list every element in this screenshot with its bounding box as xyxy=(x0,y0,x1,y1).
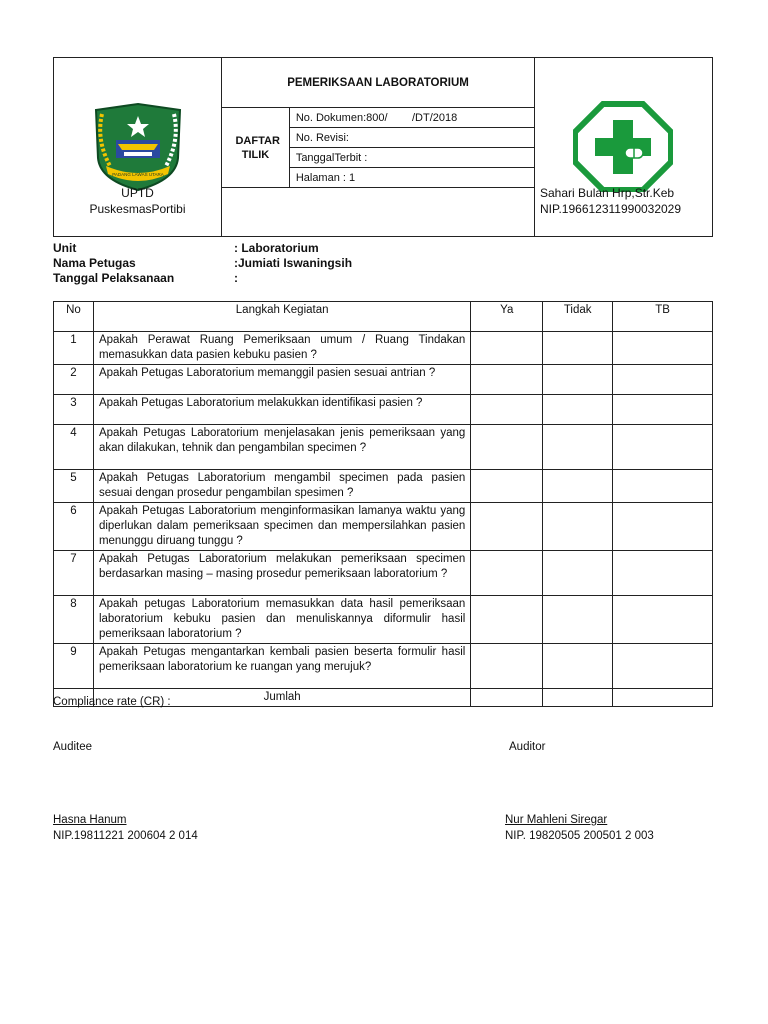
table-row: 6 Apakah Petugas Laboratorium menginformasikan lamanya waktu yang diperlukan dalam pemeriksaan specimen dan mempersilahkan pasien menunggu diruang tunggu ? xyxy=(54,503,713,551)
doc-revision: No. Revisi: xyxy=(290,128,534,148)
checklist-table xyxy=(53,301,713,707)
tidak-cell[interactable] xyxy=(543,332,613,365)
ya-cell[interactable] xyxy=(471,365,543,395)
auditor-signature xyxy=(505,812,654,844)
table-row: 2 Apakah Petugas Laboratorium memanggil pasien sesuai antrian ? xyxy=(54,365,713,395)
tidak-cell[interactable] xyxy=(543,470,613,503)
auditee-name: Hasna Hanum xyxy=(53,814,127,826)
doc-info-table xyxy=(290,108,534,187)
unit-value: : Laboratorium xyxy=(234,241,319,255)
head-nip: NIP.196612311990032029 xyxy=(540,202,682,216)
auditee-label: Auditee xyxy=(53,741,93,753)
crest-motto: PADANG LAWAS UTARA xyxy=(111,171,164,177)
header-langkah: Langkah Kegiatan xyxy=(93,302,470,332)
org-line-1: UPTD xyxy=(121,186,154,200)
table-row: 7 Apakah Petugas Laboratorium melakukan pemeriksaan specimen berdasarkan masing – masing prosedur pemeriksaan laboratorium ? xyxy=(54,551,713,596)
head-signatory-block xyxy=(540,177,712,227)
ya-cell[interactable] xyxy=(471,395,543,425)
ya-cell[interactable] xyxy=(471,332,543,365)
org-line-2: PuskesmasPortibi xyxy=(89,202,186,216)
tb-cell[interactable] xyxy=(613,596,713,644)
tb-cell[interactable] xyxy=(613,425,713,470)
petugas-value: :Jumiati Iswaningsih xyxy=(234,256,353,270)
tidak-cell[interactable] xyxy=(543,395,613,425)
table-row: 9 Apakah Petugas mengantarkan kembali pasien beserta formulir hasil pemeriksaan laboratorium ke ruangan yang merujuk? xyxy=(54,644,713,689)
ya-cell[interactable] xyxy=(471,503,543,551)
doc-info-cell xyxy=(289,108,534,188)
tb-cell[interactable] xyxy=(613,365,713,395)
tb-cell[interactable] xyxy=(613,551,713,596)
table-row: 5 Apakah Petugas Laboratorium mengambil specimen pada pasien sesuai dengan prosedur pengambilan spesimen ? xyxy=(54,470,713,503)
organization-block xyxy=(53,177,222,227)
empty-header-cell xyxy=(222,188,535,237)
meta-block xyxy=(53,241,352,286)
tb-cell[interactable] xyxy=(613,644,713,689)
petugas-label: Nama Petugas xyxy=(53,256,136,270)
tidak-cell[interactable] xyxy=(543,425,613,470)
table-row: 4 Apakah Petugas Laboratorium menjelasakan jenis pemeriksaan yang akan dilakukan, tehnik dan pengambilan specimen ? xyxy=(54,425,713,470)
tb-cell[interactable] xyxy=(613,470,713,503)
auditee-nip: NIP.19811221 200604 2 014 xyxy=(53,830,198,842)
tidak-cell[interactable] xyxy=(543,551,613,596)
auditor-nip: NIP. 19820505 200501 2 003 xyxy=(505,830,654,842)
document-title: PEMERIKSAAN LABORATORIUM xyxy=(222,58,535,108)
auditee-signature xyxy=(53,812,198,844)
doc-issue-date: TanggalTerbit : xyxy=(290,148,534,168)
header-no: No xyxy=(54,302,94,332)
auditor-label: Auditor xyxy=(509,741,546,753)
ya-cell[interactable] xyxy=(471,596,543,644)
tidak-cell[interactable] xyxy=(543,596,613,644)
header-tb: TB xyxy=(613,302,713,332)
tanggal-label: Tanggal Pelaksanaan xyxy=(53,271,175,285)
doc-number: No. Dokumen:800/ /DT/2018 xyxy=(290,108,534,128)
table-row: 1 Apakah Perawat Ruang Pemeriksaan umum / Ruang Tindakan memasukkan data pasien kebuku pasien ? xyxy=(54,332,713,365)
tb-cell[interactable] xyxy=(613,503,713,551)
total-label: Jumlah xyxy=(93,689,470,707)
doc-page: Halaman : 1 xyxy=(295,171,356,184)
auditor-name: Nur Mahleni Siregar xyxy=(505,814,608,826)
tidak-cell[interactable] xyxy=(543,503,613,551)
unit-label: Unit xyxy=(53,241,77,255)
ya-cell[interactable] xyxy=(471,644,543,689)
table-row: 3 Apakah Petugas Laboratorium melakukkan identifikasi pasien ? xyxy=(54,395,713,425)
header-ya: Ya xyxy=(471,302,543,332)
tb-cell[interactable] xyxy=(613,395,713,425)
tidak-cell[interactable] xyxy=(543,644,613,689)
ya-cell[interactable] xyxy=(471,551,543,596)
doc-type-label: DAFTAR TILIK xyxy=(222,108,290,188)
tb-cell[interactable] xyxy=(613,332,713,365)
table-row: 8 Apakah petugas Laboratorium memasukkan data hasil pemeriksaan laboratorium kebuku pasien dan menuliskannya diformulir hasil pemeriksaan laboratorium ? xyxy=(54,596,713,644)
tidak-cell[interactable] xyxy=(543,365,613,395)
ya-cell[interactable] xyxy=(471,470,543,503)
compliance-rate: Compliance rate (CR) : xyxy=(53,696,171,708)
header-tidak: Tidak xyxy=(543,302,613,332)
ya-cell[interactable] xyxy=(471,425,543,470)
tanggal-value: : xyxy=(234,271,238,285)
head-name: Sahari Bulan Hrp,Str.Keb xyxy=(540,186,675,200)
